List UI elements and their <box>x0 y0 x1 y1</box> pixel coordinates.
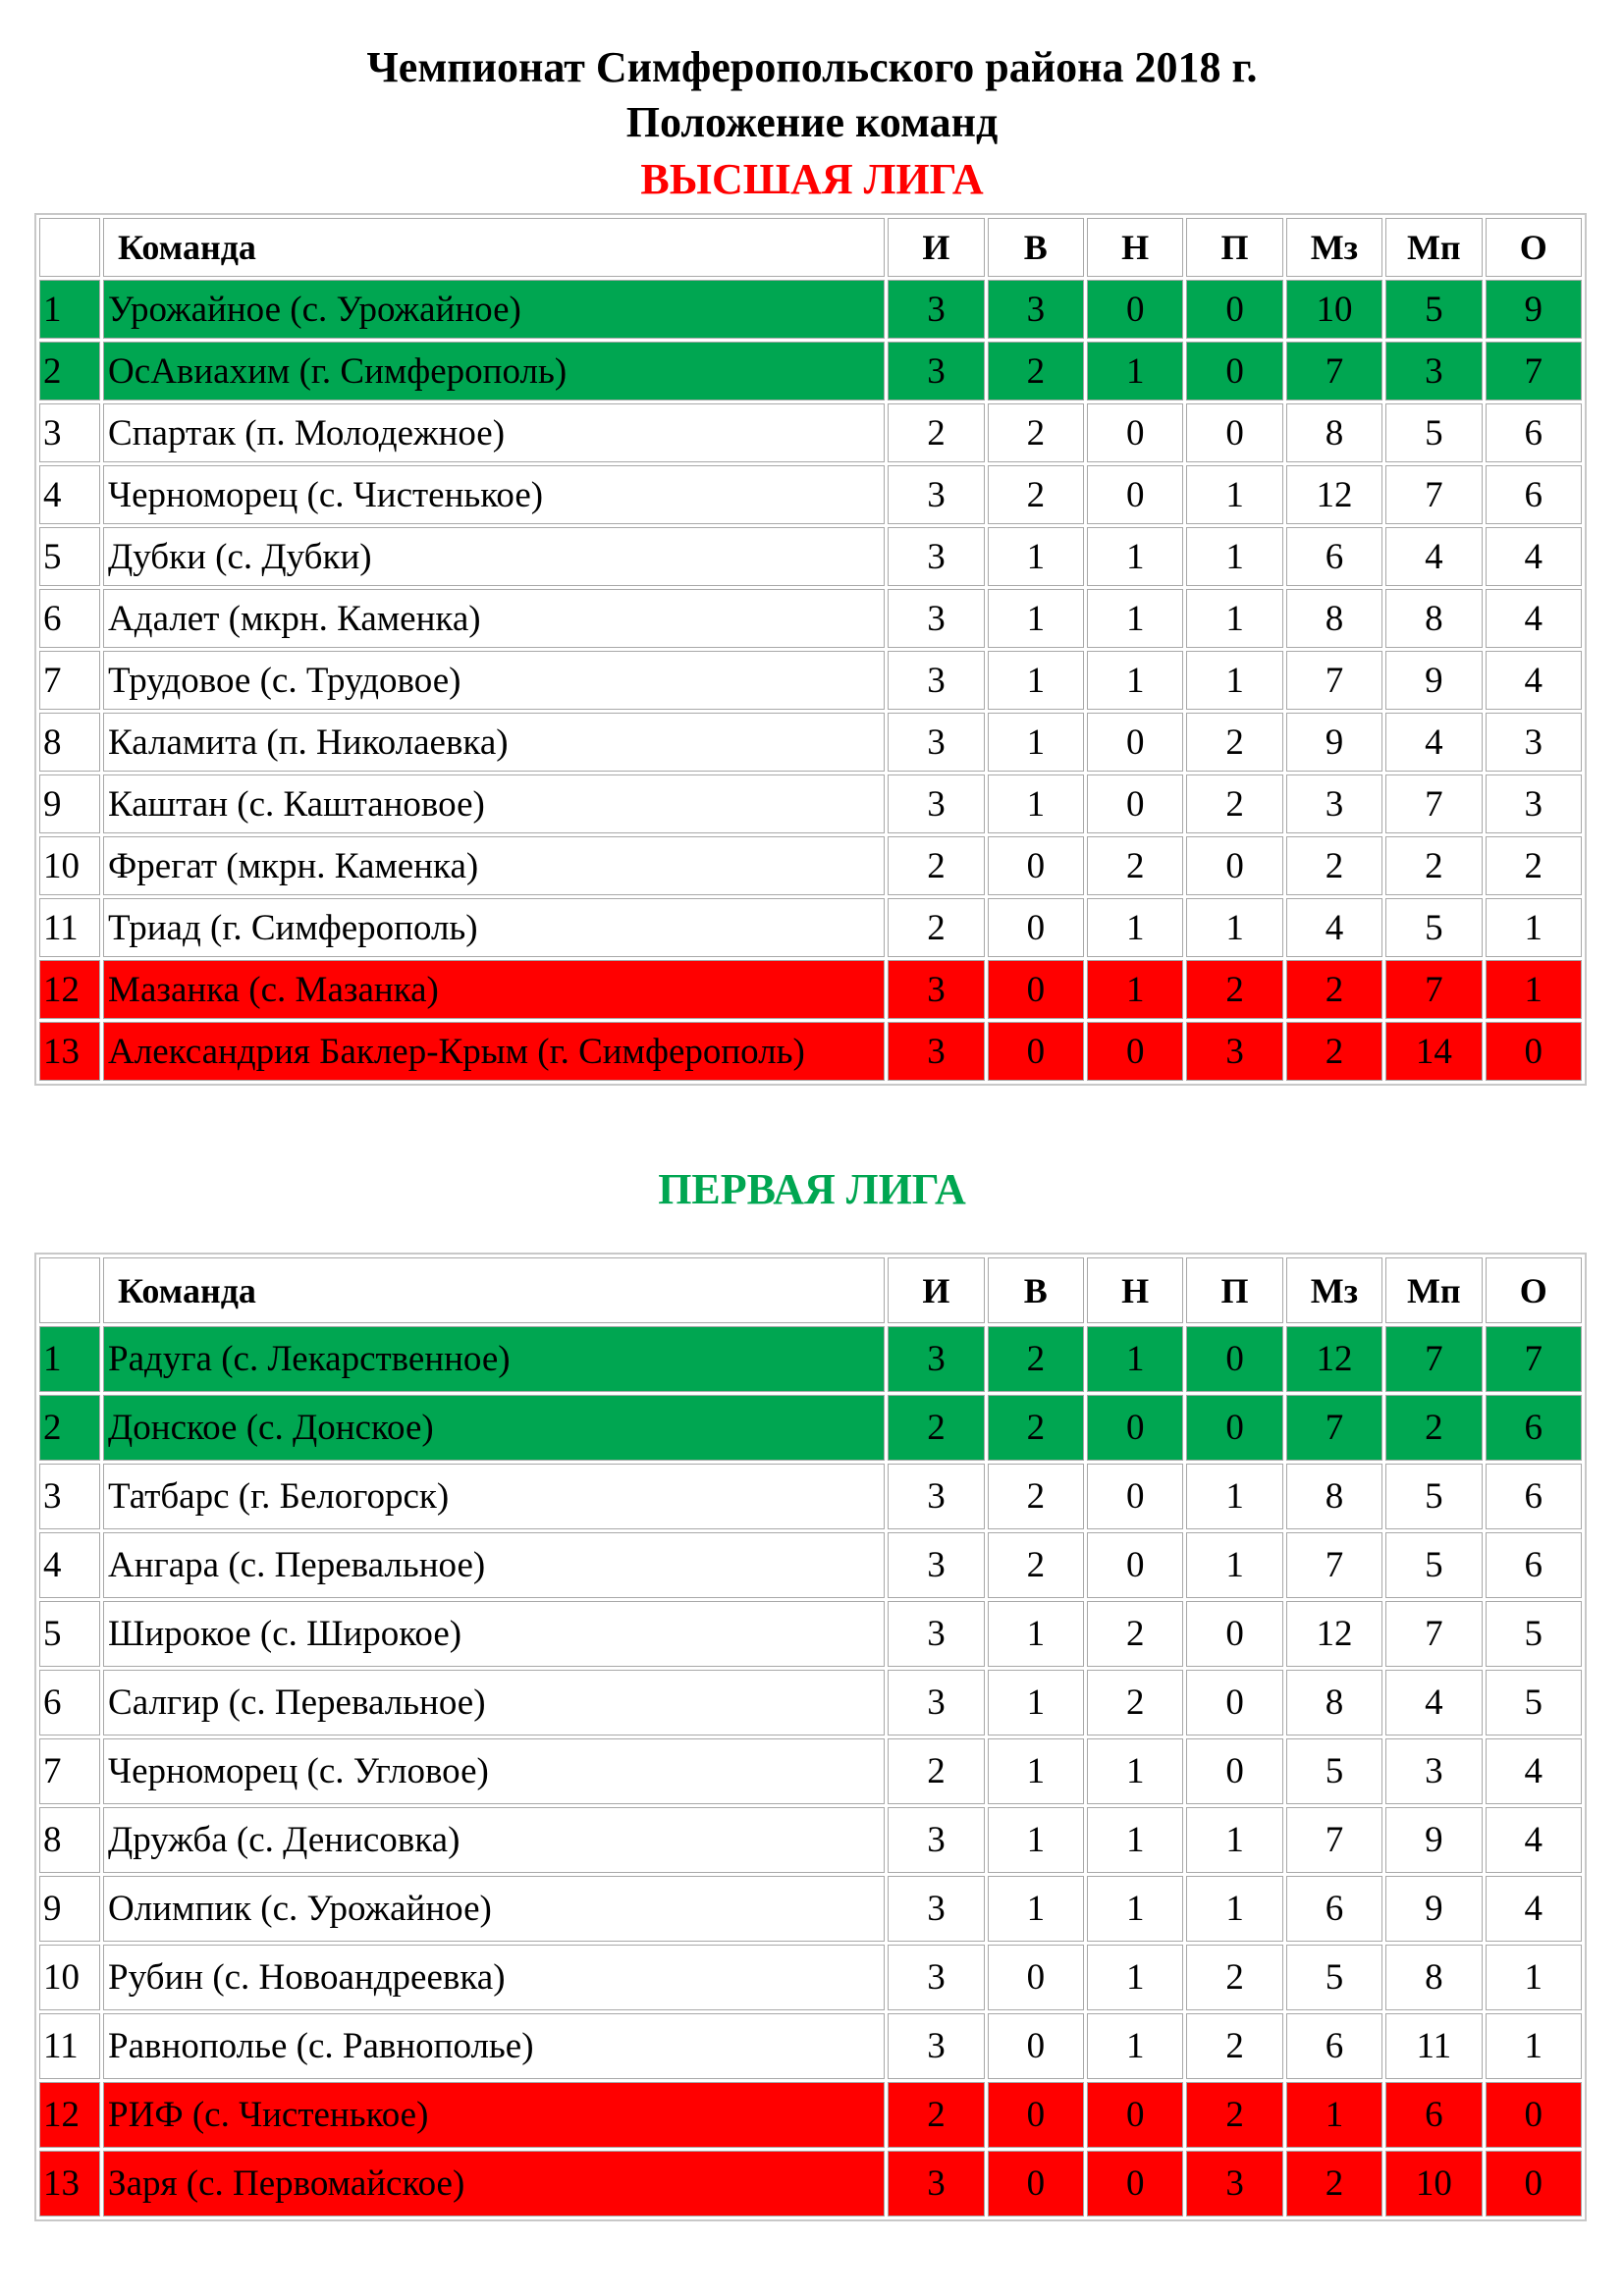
cell-played: 3 <box>888 960 984 1019</box>
cell-goals-for: 7 <box>1286 651 1382 710</box>
cell-goals-for: 6 <box>1286 2013 1382 2079</box>
table-row <box>39 651 1582 710</box>
cell-team: Мазанка (с. Мазанка) <box>103 960 885 1019</box>
column-header-won: В <box>988 1257 1084 1323</box>
table-header-row <box>39 1257 1582 1323</box>
cell-goals-against: 8 <box>1385 589 1482 648</box>
cell-played: 2 <box>888 403 984 462</box>
top-league-standings-table <box>34 213 1587 1086</box>
cell-drawn: 1 <box>1087 1945 1183 2010</box>
table-row <box>39 1395 1582 1461</box>
cell-lost: 2 <box>1186 713 1282 772</box>
table-row <box>39 2013 1582 2079</box>
cell-team: Трудовое (с. Трудовое) <box>103 651 885 710</box>
cell-lost: 2 <box>1186 960 1282 1019</box>
cell-lost: 3 <box>1186 1022 1282 1081</box>
cell-played: 3 <box>888 589 984 648</box>
cell-won: 3 <box>988 280 1084 339</box>
table-row <box>39 527 1582 586</box>
cell-points: 7 <box>1486 1326 1583 1392</box>
cell-played: 2 <box>888 898 984 957</box>
cell-drawn: 0 <box>1087 2151 1183 2216</box>
cell-goals-for: 8 <box>1286 403 1382 462</box>
cell-played: 3 <box>888 527 984 586</box>
cell-won: 1 <box>988 1670 1084 1735</box>
cell-position: 1 <box>39 280 100 339</box>
table-row <box>39 342 1582 400</box>
cell-points: 5 <box>1486 1601 1583 1667</box>
cell-played: 2 <box>888 2082 984 2148</box>
cell-position: 11 <box>39 2013 100 2079</box>
cell-position: 5 <box>39 527 100 586</box>
cell-position: 10 <box>39 836 100 895</box>
cell-drawn: 1 <box>1087 1807 1183 1873</box>
cell-lost: 0 <box>1186 1738 1282 1804</box>
table-header-row <box>39 218 1582 277</box>
cell-team: Александрия Баклер-Крым (г. Симферополь) <box>103 1022 885 1081</box>
cell-goals-against: 8 <box>1385 1945 1482 2010</box>
cell-drawn: 0 <box>1087 465 1183 524</box>
cell-played: 3 <box>888 342 984 400</box>
cell-played: 3 <box>888 713 984 772</box>
cell-points: 0 <box>1486 1022 1583 1081</box>
cell-goals-for: 5 <box>1286 1945 1382 2010</box>
cell-won: 2 <box>988 1464 1084 1529</box>
cell-position: 1 <box>39 1326 100 1392</box>
cell-lost: 1 <box>1186 1532 1282 1598</box>
table-row <box>39 960 1582 1019</box>
cell-goals-against: 7 <box>1385 1601 1482 1667</box>
cell-won: 0 <box>988 2151 1084 2216</box>
cell-goals-against: 5 <box>1385 898 1482 957</box>
cell-played: 3 <box>888 1601 984 1667</box>
cell-drawn: 1 <box>1087 1738 1183 1804</box>
cell-drawn: 1 <box>1087 1876 1183 1942</box>
cell-played: 3 <box>888 1532 984 1598</box>
table-row <box>39 1807 1582 1873</box>
cell-lost: 0 <box>1186 280 1282 339</box>
table-row <box>39 713 1582 772</box>
cell-goals-for: 2 <box>1286 836 1382 895</box>
cell-lost: 0 <box>1186 836 1282 895</box>
cell-won: 2 <box>988 342 1084 400</box>
cell-goals-against: 5 <box>1385 280 1482 339</box>
cell-position: 4 <box>39 1532 100 1598</box>
cell-goals-for: 8 <box>1286 589 1382 648</box>
cell-goals-against: 5 <box>1385 1464 1482 1529</box>
cell-goals-against: 4 <box>1385 527 1482 586</box>
cell-points: 6 <box>1486 403 1583 462</box>
table-row <box>39 1738 1582 1804</box>
cell-team: Черноморец (с. Угловое) <box>103 1738 885 1804</box>
cell-points: 0 <box>1486 2082 1583 2148</box>
cell-position: 9 <box>39 774 100 833</box>
cell-won: 2 <box>988 1395 1084 1461</box>
cell-won: 1 <box>988 713 1084 772</box>
cell-team: Заря (с. Первомайское) <box>103 2151 885 2216</box>
cell-points: 3 <box>1486 713 1583 772</box>
table-row <box>39 898 1582 957</box>
cell-won: 0 <box>988 2082 1084 2148</box>
cell-won: 0 <box>988 1945 1084 2010</box>
cell-goals-for: 7 <box>1286 1395 1382 1461</box>
cell-goals-against: 2 <box>1385 836 1482 895</box>
cell-drawn: 2 <box>1087 1670 1183 1735</box>
cell-drawn: 1 <box>1087 2013 1183 2079</box>
cell-team: Широкое (с. Широкое) <box>103 1601 885 1667</box>
cell-goals-for: 8 <box>1286 1670 1382 1735</box>
cell-position: 9 <box>39 1876 100 1942</box>
cell-drawn: 2 <box>1087 1601 1183 1667</box>
cell-won: 1 <box>988 1807 1084 1873</box>
table-row <box>39 1022 1582 1081</box>
cell-team: ОсАвиахим (г. Симферополь) <box>103 342 885 400</box>
column-header-goals-for: Мз <box>1286 1257 1382 1323</box>
cell-team: Дружба (с. Денисовка) <box>103 1807 885 1873</box>
cell-team: Ангара (с. Перевальное) <box>103 1532 885 1598</box>
cell-won: 2 <box>988 1326 1084 1392</box>
cell-goals-against: 14 <box>1385 1022 1482 1081</box>
cell-lost: 1 <box>1186 527 1282 586</box>
first-league-title: ПЕРВАЯ ЛИГА <box>658 1165 966 1213</box>
cell-team: Адалет (мкрн. Каменка) <box>103 589 885 648</box>
cell-goals-against: 9 <box>1385 651 1482 710</box>
cell-lost: 0 <box>1186 1601 1282 1667</box>
cell-points: 4 <box>1486 1807 1583 1873</box>
cell-goals-for: 7 <box>1286 1807 1382 1873</box>
cell-points: 6 <box>1486 1395 1583 1461</box>
cell-goals-against: 7 <box>1385 774 1482 833</box>
cell-points: 3 <box>1486 774 1583 833</box>
cell-lost: 1 <box>1186 1876 1282 1942</box>
cell-drawn: 0 <box>1087 774 1183 833</box>
cell-won: 0 <box>988 2013 1084 2079</box>
cell-position: 13 <box>39 2151 100 2216</box>
cell-played: 3 <box>888 651 984 710</box>
cell-played: 3 <box>888 1670 984 1735</box>
cell-team: Татбарс (г. Белогорск) <box>103 1464 885 1529</box>
cell-won: 2 <box>988 465 1084 524</box>
table-row <box>39 1532 1582 1598</box>
cell-won: 0 <box>988 836 1084 895</box>
cell-drawn: 0 <box>1087 1532 1183 1598</box>
cell-won: 1 <box>988 589 1084 648</box>
cell-lost: 2 <box>1186 774 1282 833</box>
cell-points: 4 <box>1486 1738 1583 1804</box>
cell-goals-for: 3 <box>1286 774 1382 833</box>
cell-goals-against: 7 <box>1385 960 1482 1019</box>
cell-goals-for: 12 <box>1286 1326 1382 1392</box>
cell-lost: 0 <box>1186 1670 1282 1735</box>
cell-played: 3 <box>888 280 984 339</box>
cell-points: 1 <box>1486 2013 1583 2079</box>
column-header-points: О <box>1486 218 1583 277</box>
cell-team: Фрегат (мкрн. Каменка) <box>103 836 885 895</box>
column-header-goals-for: Мз <box>1286 218 1382 277</box>
document-title: Чемпионат Симферопольского района 2018 г. <box>366 43 1258 91</box>
cell-points: 1 <box>1486 1945 1583 2010</box>
cell-team: Триад (г. Симферополь) <box>103 898 885 957</box>
cell-lost: 1 <box>1186 1807 1282 1873</box>
table-row <box>39 1601 1582 1667</box>
cell-drawn: 1 <box>1087 960 1183 1019</box>
cell-lost: 1 <box>1186 651 1282 710</box>
cell-goals-for: 2 <box>1286 960 1382 1019</box>
cell-goals-against: 3 <box>1385 1738 1482 1804</box>
cell-points: 1 <box>1486 898 1583 957</box>
cell-points: 2 <box>1486 836 1583 895</box>
cell-position: 11 <box>39 898 100 957</box>
cell-goals-for: 7 <box>1286 1532 1382 1598</box>
column-header-drawn: Н <box>1087 218 1183 277</box>
cell-played: 3 <box>888 1945 984 2010</box>
cell-drawn: 1 <box>1087 342 1183 400</box>
cell-goals-against: 2 <box>1385 1395 1482 1461</box>
cell-points: 6 <box>1486 465 1583 524</box>
cell-drawn: 1 <box>1087 898 1183 957</box>
cell-won: 1 <box>988 1601 1084 1667</box>
cell-team: Дубки (с. Дубки) <box>103 527 885 586</box>
cell-won: 2 <box>988 1532 1084 1598</box>
cell-position: 7 <box>39 651 100 710</box>
cell-drawn: 0 <box>1087 1395 1183 1461</box>
cell-lost: 0 <box>1186 1395 1282 1461</box>
cell-position: 2 <box>39 342 100 400</box>
cell-position: 2 <box>39 1395 100 1461</box>
cell-team: Радуга (с. Лекарственное) <box>103 1326 885 1392</box>
column-header-team: Команда <box>103 1257 885 1323</box>
cell-position: 5 <box>39 1601 100 1667</box>
column-header-goals-against: Мп <box>1385 1257 1482 1323</box>
cell-drawn: 0 <box>1087 280 1183 339</box>
cell-goals-for: 4 <box>1286 898 1382 957</box>
cell-drawn: 0 <box>1087 1022 1183 1081</box>
cell-played: 2 <box>888 1738 984 1804</box>
cell-lost: 3 <box>1186 2151 1282 2216</box>
cell-points: 7 <box>1486 342 1583 400</box>
cell-points: 4 <box>1486 589 1583 648</box>
table-row <box>39 1670 1582 1735</box>
table-row <box>39 403 1582 462</box>
cell-lost: 2 <box>1186 2013 1282 2079</box>
cell-lost: 1 <box>1186 589 1282 648</box>
column-header-position <box>39 1257 100 1323</box>
cell-goals-against: 7 <box>1385 1326 1482 1392</box>
table-row <box>39 280 1582 339</box>
column-header-played: И <box>888 218 984 277</box>
cell-played: 2 <box>888 836 984 895</box>
top-league-title: ВЫСШАЯ ЛИГА <box>640 155 984 203</box>
cell-points: 4 <box>1486 651 1583 710</box>
cell-team: Салгир (с. Перевальное) <box>103 1670 885 1735</box>
column-header-played: И <box>888 1257 984 1323</box>
cell-drawn: 1 <box>1087 1326 1183 1392</box>
cell-position: 12 <box>39 2082 100 2148</box>
cell-played: 3 <box>888 1022 984 1081</box>
document-subtitle: Положение команд <box>625 98 999 146</box>
cell-goals-for: 1 <box>1286 2082 1382 2148</box>
cell-won: 0 <box>988 1022 1084 1081</box>
cell-drawn: 1 <box>1087 651 1183 710</box>
cell-lost: 0 <box>1186 403 1282 462</box>
column-header-lost: П <box>1186 1257 1282 1323</box>
table-row <box>39 836 1582 895</box>
cell-points: 4 <box>1486 1876 1583 1942</box>
cell-goals-against: 7 <box>1385 465 1482 524</box>
cell-won: 0 <box>988 898 1084 957</box>
cell-position: 8 <box>39 713 100 772</box>
cell-goals-against: 6 <box>1385 2082 1482 2148</box>
cell-position: 8 <box>39 1807 100 1873</box>
cell-drawn: 0 <box>1087 713 1183 772</box>
cell-lost: 2 <box>1186 1945 1282 2010</box>
cell-won: 1 <box>988 1738 1084 1804</box>
cell-goals-for: 6 <box>1286 1876 1382 1942</box>
cell-goals-for: 8 <box>1286 1464 1382 1529</box>
cell-drawn: 0 <box>1087 403 1183 462</box>
table-row <box>39 589 1582 648</box>
cell-position: 10 <box>39 1945 100 2010</box>
cell-won: 1 <box>988 527 1084 586</box>
cell-drawn: 2 <box>1087 836 1183 895</box>
column-header-goals-against: Мп <box>1385 218 1482 277</box>
table-row <box>39 774 1582 833</box>
cell-points: 4 <box>1486 527 1583 586</box>
column-header-position <box>39 218 100 277</box>
table-row <box>39 1464 1582 1529</box>
cell-played: 3 <box>888 774 984 833</box>
column-header-drawn: Н <box>1087 1257 1183 1323</box>
cell-goals-for: 6 <box>1286 527 1382 586</box>
cell-played: 3 <box>888 2151 984 2216</box>
cell-played: 3 <box>888 1876 984 1942</box>
cell-goals-for: 12 <box>1286 465 1382 524</box>
cell-goals-against: 4 <box>1385 1670 1482 1735</box>
column-header-won: В <box>988 218 1084 277</box>
cell-position: 4 <box>39 465 100 524</box>
cell-played: 3 <box>888 2013 984 2079</box>
cell-position: 6 <box>39 1670 100 1735</box>
cell-goals-against: 5 <box>1385 1532 1482 1598</box>
cell-lost: 1 <box>1186 465 1282 524</box>
cell-goals-against: 9 <box>1385 1876 1482 1942</box>
cell-team: Черноморец (с. Чистенькое) <box>103 465 885 524</box>
cell-position: 12 <box>39 960 100 1019</box>
cell-goals-against: 5 <box>1385 403 1482 462</box>
table-row <box>39 1876 1582 1942</box>
cell-goals-against: 11 <box>1385 2013 1482 2079</box>
cell-lost: 0 <box>1186 342 1282 400</box>
cell-points: 9 <box>1486 280 1583 339</box>
cell-won: 1 <box>988 1876 1084 1942</box>
table-row <box>39 465 1582 524</box>
column-header-lost: П <box>1186 218 1282 277</box>
cell-team: РИФ (с. Чистенькое) <box>103 2082 885 2148</box>
cell-team: Урожайное (с. Урожайное) <box>103 280 885 339</box>
cell-played: 3 <box>888 1807 984 1873</box>
cell-lost: 2 <box>1186 2082 1282 2148</box>
cell-lost: 0 <box>1186 1326 1282 1392</box>
cell-drawn: 0 <box>1087 1464 1183 1529</box>
cell-team: Равнополье (с. Равнополье) <box>103 2013 885 2079</box>
table-row <box>39 2082 1582 2148</box>
cell-position: 6 <box>39 589 100 648</box>
cell-team: Рубин (с. Новоандреевка) <box>103 1945 885 2010</box>
cell-team: Спартак (п. Молодежное) <box>103 403 885 462</box>
table-row <box>39 2151 1582 2216</box>
column-header-points: О <box>1486 1257 1583 1323</box>
cell-goals-for: 7 <box>1286 342 1382 400</box>
cell-played: 3 <box>888 465 984 524</box>
table-row <box>39 1326 1582 1392</box>
cell-position: 13 <box>39 1022 100 1081</box>
cell-won: 1 <box>988 651 1084 710</box>
cell-goals-for: 2 <box>1286 1022 1382 1081</box>
cell-points: 5 <box>1486 1670 1583 1735</box>
cell-goals-for: 9 <box>1286 713 1382 772</box>
cell-won: 1 <box>988 774 1084 833</box>
cell-points: 1 <box>1486 960 1583 1019</box>
table-row <box>39 1945 1582 2010</box>
cell-goals-for: 10 <box>1286 280 1382 339</box>
cell-lost: 1 <box>1186 1464 1282 1529</box>
column-header-team: Команда <box>103 218 885 277</box>
cell-goals-for: 2 <box>1286 2151 1382 2216</box>
cell-position: 7 <box>39 1738 100 1804</box>
cell-drawn: 1 <box>1087 589 1183 648</box>
cell-won: 0 <box>988 960 1084 1019</box>
cell-points: 6 <box>1486 1464 1583 1529</box>
cell-points: 0 <box>1486 2151 1583 2216</box>
cell-team: Олимпик (с. Урожайное) <box>103 1876 885 1942</box>
cell-played: 2 <box>888 1395 984 1461</box>
cell-goals-against: 9 <box>1385 1807 1482 1873</box>
cell-won: 2 <box>988 403 1084 462</box>
cell-position: 3 <box>39 1464 100 1529</box>
cell-team: Донское (с. Донское) <box>103 1395 885 1461</box>
cell-position: 3 <box>39 403 100 462</box>
cell-team: Каштан (с. Каштановое) <box>103 774 885 833</box>
cell-team: Каламита (п. Николаевка) <box>103 713 885 772</box>
cell-points: 6 <box>1486 1532 1583 1598</box>
cell-goals-against: 4 <box>1385 713 1482 772</box>
cell-goals-against: 3 <box>1385 342 1482 400</box>
cell-goals-against: 10 <box>1385 2151 1482 2216</box>
cell-goals-for: 5 <box>1286 1738 1382 1804</box>
first-league-standings-table <box>34 1253 1587 2221</box>
cell-played: 3 <box>888 1464 984 1529</box>
cell-drawn: 0 <box>1087 2082 1183 2148</box>
cell-drawn: 1 <box>1087 527 1183 586</box>
cell-goals-for: 12 <box>1286 1601 1382 1667</box>
cell-played: 3 <box>888 1326 984 1392</box>
cell-lost: 1 <box>1186 898 1282 957</box>
